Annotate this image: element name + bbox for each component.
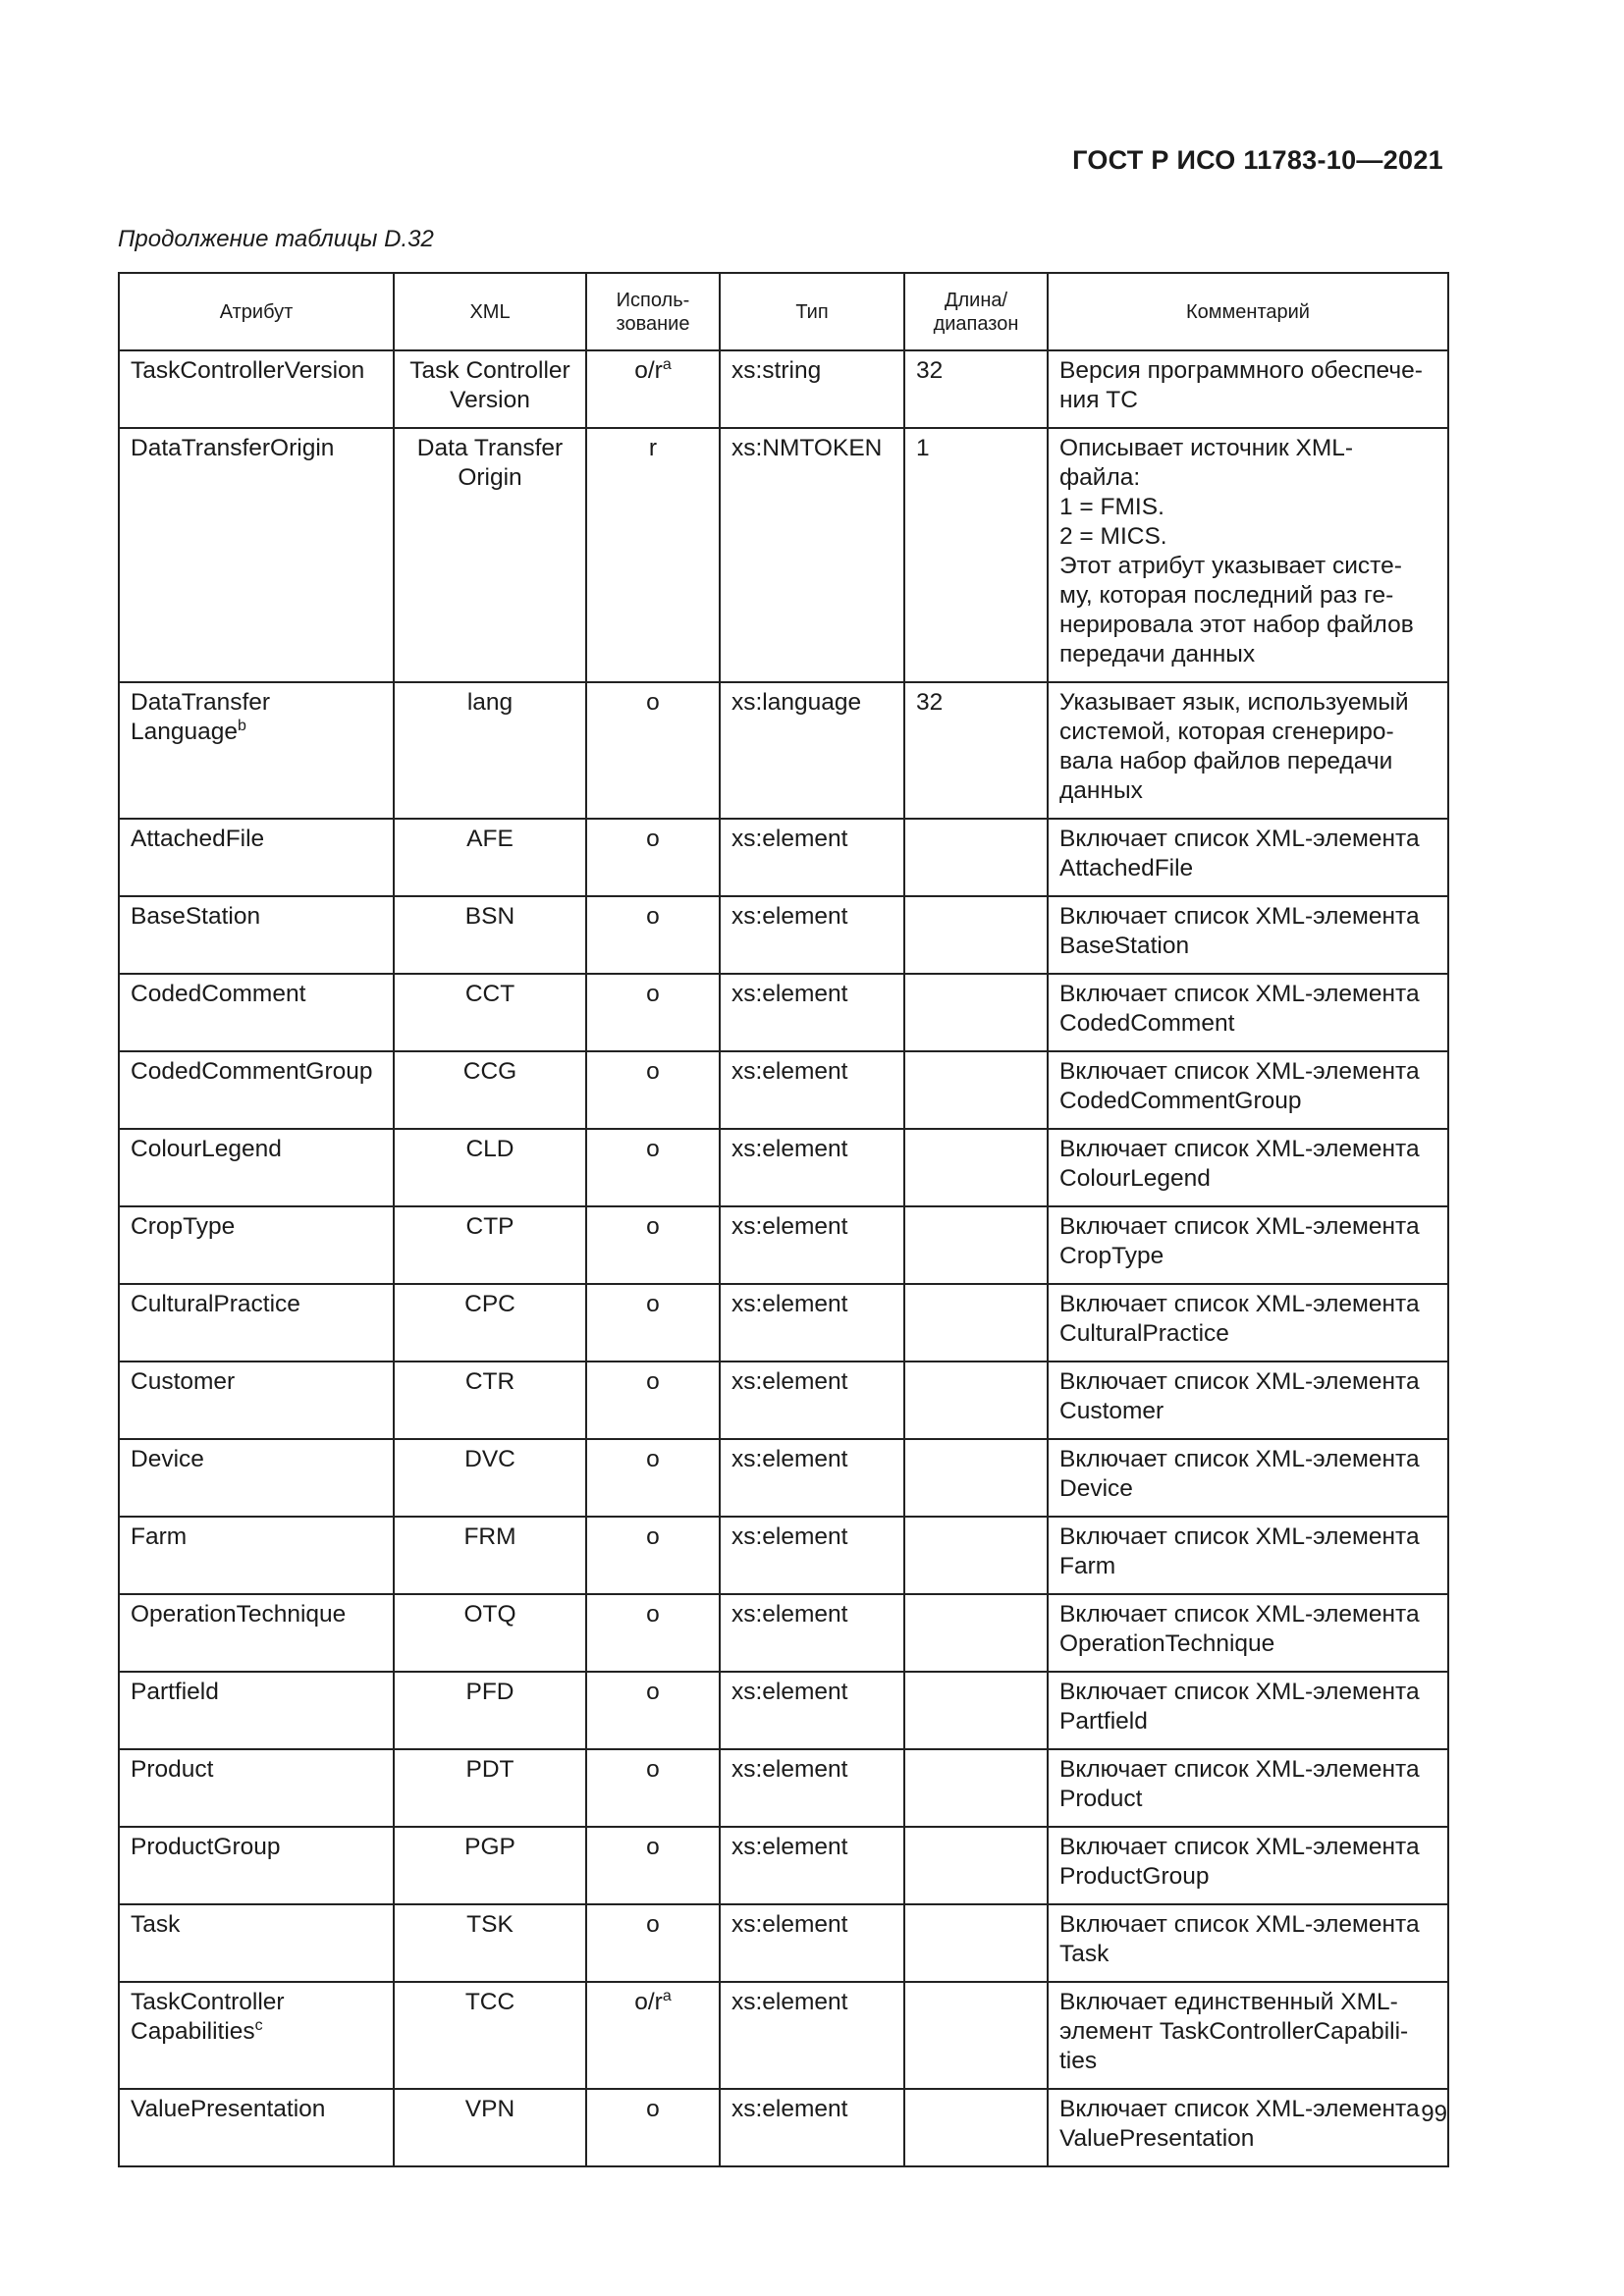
type-cell-text: xs:element xyxy=(731,1989,848,2015)
xml-cell-text: CCG xyxy=(462,1058,517,1085)
xml-cell xyxy=(394,1672,586,1749)
table-row xyxy=(119,1749,1448,1827)
usage-cell-text: o/r xyxy=(634,1989,663,2015)
comment-cell-text: Включает единственный XML- элемент TaskControllerCapabili- ties xyxy=(1059,1989,1409,2074)
length-cell xyxy=(904,1982,1048,2089)
comment-cell xyxy=(1048,350,1448,428)
comment-cell xyxy=(1048,896,1448,974)
column-header-type: Тип xyxy=(720,273,904,350)
comment-cell xyxy=(1048,428,1448,682)
column-header-comment: Комментарий xyxy=(1048,273,1448,350)
length-cell-text: 1 xyxy=(916,435,930,461)
attribute-cell-text: ValuePresentation xyxy=(131,2096,326,2122)
usage-cell xyxy=(586,1362,720,1439)
table-row xyxy=(119,1982,1448,2089)
usage-cell xyxy=(586,1827,720,1904)
comment-cell-text: Включает список XML-элемента Product xyxy=(1059,1756,1420,1812)
type-cell-text: xs:element xyxy=(731,1213,848,1240)
type-cell xyxy=(720,1904,904,1982)
type-cell-text: xs:element xyxy=(731,903,848,930)
length-cell xyxy=(904,1517,1048,1594)
usage-cell-text: o xyxy=(646,1523,660,1550)
xml-cell-text: PGP xyxy=(464,1834,515,1860)
usage-cell xyxy=(586,1051,720,1129)
xml-cell xyxy=(394,1594,586,1672)
attribute-cell-text: Task xyxy=(131,1911,181,1938)
attribute-cell-text: CulturalPractice xyxy=(131,1291,300,1317)
type-cell-text: xs:element xyxy=(731,1136,848,1162)
type-cell-text: xs:element xyxy=(731,1446,848,1472)
comment-cell-text: Включает список XML-элемента BaseStation xyxy=(1059,903,1420,959)
comment-cell xyxy=(1048,1517,1448,1594)
usage-cell xyxy=(586,974,720,1051)
table-row xyxy=(119,819,1448,896)
type-cell xyxy=(720,1594,904,1672)
table-row xyxy=(119,896,1448,974)
xml-cell xyxy=(394,1206,586,1284)
comment-cell xyxy=(1048,682,1448,819)
attribute-cell-text: TaskControllerVersion xyxy=(131,357,365,384)
table-row xyxy=(119,1904,1448,1982)
length-cell xyxy=(904,1749,1048,1827)
attribute-cell xyxy=(119,1362,394,1439)
type-cell xyxy=(720,1982,904,2089)
usage-cell xyxy=(586,1672,720,1749)
comment-cell xyxy=(1048,1982,1448,2089)
comment-cell xyxy=(1048,819,1448,896)
attribute-cell-text: Product xyxy=(131,1756,214,1783)
xml-cell-text: BSN xyxy=(464,903,515,930)
length-cell xyxy=(904,350,1048,428)
comment-cell-text: Описывает источник XML- файла: 1 = FMIS. 2 = MICS. Этот атрибут указывает систе- му, которая последний раз ге- нерировала этот набор файлов передачи данных xyxy=(1059,435,1414,667)
length-cell xyxy=(904,1827,1048,1904)
attribute-cell xyxy=(119,1672,394,1749)
length-cell xyxy=(904,2089,1048,2166)
xml-cell xyxy=(394,974,586,1051)
xml-cell-text: Task Controller Version xyxy=(409,357,570,413)
type-cell-text: xs:element xyxy=(731,1058,848,1085)
comment-cell xyxy=(1048,1749,1448,1827)
xml-cell xyxy=(394,2089,586,2166)
attribute-cell xyxy=(119,974,394,1051)
type-cell-text: xs:element xyxy=(731,1523,848,1550)
type-cell-text: xs:element xyxy=(731,1756,848,1783)
table-row xyxy=(119,1672,1448,1749)
type-cell-text: xs:element xyxy=(731,1679,848,1705)
type-cell xyxy=(720,428,904,682)
usage-cell-text: o xyxy=(646,689,660,716)
table-row xyxy=(119,1439,1448,1517)
attribute-cell xyxy=(119,1129,394,1206)
xml-cell-text: DVC xyxy=(464,1446,515,1472)
comment-cell-text: Включает список XML-элемента CulturalPractice xyxy=(1059,1291,1420,1347)
type-cell-text: xs:element xyxy=(731,1911,848,1938)
length-cell xyxy=(904,1672,1048,1749)
attribute-cell-text: BaseStation xyxy=(131,903,261,930)
attribute-cell-text: CodedCommentGroup xyxy=(131,1058,373,1085)
usage-cell-text: o xyxy=(646,1601,660,1628)
usage-cell-text: o xyxy=(646,1368,660,1395)
attribute-cell-text: DataTransferOrigin xyxy=(131,435,335,461)
type-cell-text: xs:element xyxy=(731,2096,848,2122)
xml-cell-text: OTQ xyxy=(463,1601,516,1628)
xml-cell xyxy=(394,1051,586,1129)
comment-cell xyxy=(1048,1206,1448,1284)
usage-cell-text: o xyxy=(646,1756,660,1783)
table-row xyxy=(119,1206,1448,1284)
attribute-cell xyxy=(119,1051,394,1129)
xml-cell-text: PDT xyxy=(465,1756,514,1783)
usage-cell xyxy=(586,428,720,682)
xml-cell xyxy=(394,819,586,896)
xml-cell-text: TCC xyxy=(464,1989,515,2015)
usage-cell xyxy=(586,1904,720,1982)
document-designation: ГОСТ Р ИСО 11783-10—2021 xyxy=(1072,145,1443,175)
attribute-cell xyxy=(119,819,394,896)
length-cell xyxy=(904,896,1048,974)
type-cell xyxy=(720,1517,904,1594)
comment-cell-text: Включает список XML-элемента ValuePresentation xyxy=(1059,2096,1420,2152)
table-row xyxy=(119,428,1448,682)
usage-cell xyxy=(586,819,720,896)
usage-cell-text: o xyxy=(646,903,660,930)
length-cell-text: 32 xyxy=(916,357,944,384)
xml-cell xyxy=(394,1284,586,1362)
comment-cell xyxy=(1048,1827,1448,1904)
usage-cell-text: o xyxy=(646,1213,660,1240)
attribute-cell-text: TaskController Capabilities xyxy=(131,1989,285,2045)
length-cell xyxy=(904,1594,1048,1672)
usage-cell-text: o/r xyxy=(634,357,663,384)
type-cell xyxy=(720,350,904,428)
usage-cell-text: o xyxy=(646,1679,660,1705)
length-cell xyxy=(904,1439,1048,1517)
attribute-cell-text: AttachedFile xyxy=(131,826,265,852)
xml-cell-text: CLD xyxy=(465,1136,514,1162)
type-cell-text: xs:element xyxy=(731,1368,848,1395)
comment-cell-text: Включает список XML-элемента Farm xyxy=(1059,1523,1420,1579)
xml-cell xyxy=(394,1439,586,1517)
comment-cell-text: Включает список XML-элемента CodedComment xyxy=(1059,981,1420,1037)
attribute-cell xyxy=(119,1827,394,1904)
usage-cell-text: o xyxy=(646,826,660,852)
length-cell-text: 32 xyxy=(916,689,944,716)
table-row xyxy=(119,682,1448,819)
comment-cell-text: Включает список XML-элемента Device xyxy=(1059,1446,1420,1502)
type-cell xyxy=(720,2089,904,2166)
attribute-cell xyxy=(119,428,394,682)
length-cell xyxy=(904,428,1048,682)
table-row xyxy=(119,1517,1448,1594)
usage-cell xyxy=(586,1129,720,1206)
comment-cell xyxy=(1048,1284,1448,1362)
usage-cell xyxy=(586,1517,720,1594)
usage-cell-text: o xyxy=(646,1058,660,1085)
comment-cell-text: Включает список XML-элемента Partfield xyxy=(1059,1679,1420,1735)
usage-cell xyxy=(586,896,720,974)
xml-cell-text: PFD xyxy=(465,1679,514,1705)
xml-cell-text: CCT xyxy=(464,981,515,1007)
length-cell xyxy=(904,1051,1048,1129)
attribute-cell xyxy=(119,1284,394,1362)
attribute-cell xyxy=(119,1749,394,1827)
attribute-cell-text: OperationTechnique xyxy=(131,1601,347,1628)
column-header-xml: XML xyxy=(394,273,586,350)
footnote-marker: a xyxy=(662,1988,672,2004)
xml-cell xyxy=(394,428,586,682)
column-header-usage: Исполь- зование xyxy=(586,273,720,350)
usage-cell-text: o xyxy=(646,1136,660,1162)
xml-cell xyxy=(394,682,586,819)
xml-cell xyxy=(394,1749,586,1827)
comment-cell xyxy=(1048,1439,1448,1517)
type-cell-text: xs:NMTOKEN xyxy=(731,435,883,461)
column-header-length: Длина/ диапазон xyxy=(904,273,1048,350)
comment-cell-text: Включает список XML-элемента OperationTechnique xyxy=(1059,1601,1420,1657)
table-row xyxy=(119,350,1448,428)
comment-cell xyxy=(1048,974,1448,1051)
usage-cell xyxy=(586,350,720,428)
attribute-cell-text: CodedComment xyxy=(131,981,306,1007)
xml-cell xyxy=(394,350,586,428)
xml-cell xyxy=(394,1517,586,1594)
table-row xyxy=(119,1284,1448,1362)
usage-cell-text: o xyxy=(646,1911,660,1938)
usage-cell xyxy=(586,1284,720,1362)
type-cell-text: xs:language xyxy=(731,689,862,716)
length-cell xyxy=(904,682,1048,819)
type-cell xyxy=(720,974,904,1051)
xml-cell-text: FRM xyxy=(463,1523,516,1550)
type-cell xyxy=(720,896,904,974)
xml-cell-text: lang xyxy=(466,689,514,716)
type-cell xyxy=(720,819,904,896)
usage-cell xyxy=(586,1206,720,1284)
table-row xyxy=(119,974,1448,1051)
attribute-cell-text: ProductGroup xyxy=(131,1834,281,1860)
footnote-marker: a xyxy=(662,356,672,373)
comment-cell xyxy=(1048,1362,1448,1439)
usage-cell-text: o xyxy=(646,1834,660,1860)
footnote-marker: c xyxy=(254,2017,263,2034)
attribute-cell-text: Partfield xyxy=(131,1679,219,1705)
length-cell xyxy=(904,1904,1048,1982)
length-cell xyxy=(904,974,1048,1051)
comment-cell-text: Включает список XML-элемента AttachedFile xyxy=(1059,826,1420,881)
attribute-cell-text: ColourLegend xyxy=(131,1136,282,1162)
comment-cell-text: Включает список XML-элемента CodedCommentGroup xyxy=(1059,1058,1420,1114)
attribute-cell xyxy=(119,350,394,428)
type-cell xyxy=(720,1362,904,1439)
type-cell-text: xs:element xyxy=(731,826,848,852)
usage-cell xyxy=(586,2089,720,2166)
page-number: 99 xyxy=(1421,2101,1447,2127)
length-cell xyxy=(904,1362,1048,1439)
table-header-row xyxy=(119,273,1448,350)
comment-cell-text: Включает список XML-элемента Customer xyxy=(1059,1368,1420,1424)
type-cell xyxy=(720,1439,904,1517)
type-cell xyxy=(720,682,904,819)
comment-cell-text: Указывает язык, используемый системой, которая сгенериро- вала набор файлов передачи данных xyxy=(1059,689,1409,804)
usage-cell-text: r xyxy=(648,435,658,461)
type-cell xyxy=(720,1051,904,1129)
attribute-cell xyxy=(119,1594,394,1672)
attribute-cell xyxy=(119,1517,394,1594)
table-caption: Продолжение таблицы D.32 xyxy=(118,226,434,252)
comment-cell-text: Включает список XML-элемента ColourLegend xyxy=(1059,1136,1420,1192)
xml-cell xyxy=(394,1827,586,1904)
xml-cell xyxy=(394,896,586,974)
usage-cell-text: o xyxy=(646,1291,660,1317)
table-row xyxy=(119,1594,1448,1672)
type-cell-text: xs:element xyxy=(731,1834,848,1860)
xml-cell-text: CTR xyxy=(464,1368,515,1395)
type-cell xyxy=(720,1284,904,1362)
type-cell xyxy=(720,1129,904,1206)
attribute-cell-text: CropType xyxy=(131,1213,236,1240)
length-cell xyxy=(904,1284,1048,1362)
attribute-cell xyxy=(119,1982,394,2089)
attributes-table xyxy=(118,272,1449,2167)
comment-cell xyxy=(1048,1594,1448,1672)
xml-cell-text: CPC xyxy=(464,1291,515,1317)
comment-cell-text: Включает список XML-элемента CropType xyxy=(1059,1213,1420,1269)
xml-cell-text: AFE xyxy=(466,826,514,852)
xml-cell xyxy=(394,1362,586,1439)
usage-cell-text: o xyxy=(646,1446,660,1472)
attribute-cell xyxy=(119,1439,394,1517)
comment-cell-text: Версия программного обеспече- ния ТС xyxy=(1059,357,1423,413)
table-row xyxy=(119,1129,1448,1206)
usage-cell xyxy=(586,1439,720,1517)
usage-cell xyxy=(586,682,720,819)
table-row xyxy=(119,1051,1448,1129)
xml-cell xyxy=(394,1129,586,1206)
table-row xyxy=(119,1362,1448,1439)
type-cell xyxy=(720,1827,904,1904)
table-row xyxy=(119,2089,1448,2166)
type-cell-text: xs:element xyxy=(731,1291,848,1317)
attribute-cell xyxy=(119,2089,394,2166)
column-header-attribute: Атрибут xyxy=(119,273,394,350)
usage-cell-text: o xyxy=(646,981,660,1007)
usage-cell xyxy=(586,1749,720,1827)
xml-cell-text: VPN xyxy=(464,2096,515,2122)
attribute-cell xyxy=(119,1206,394,1284)
type-cell-text: xs:element xyxy=(731,1601,848,1628)
attribute-cell-text: Farm xyxy=(131,1523,188,1550)
comment-cell xyxy=(1048,1904,1448,1982)
type-cell xyxy=(720,1672,904,1749)
comment-cell-text: Включает список XML-элемента ProductGroup xyxy=(1059,1834,1420,1890)
comment-cell xyxy=(1048,1672,1448,1749)
attribute-cell-text: DataTransfer Language xyxy=(131,689,271,745)
attribute-cell xyxy=(119,896,394,974)
length-cell xyxy=(904,819,1048,896)
comment-cell xyxy=(1048,1051,1448,1129)
length-cell xyxy=(904,1129,1048,1206)
usage-cell xyxy=(586,1982,720,2089)
type-cell-text: xs:string xyxy=(731,357,822,384)
attribute-cell-text: Device xyxy=(131,1446,204,1472)
xml-cell-text: TSK xyxy=(466,1911,514,1938)
comment-cell xyxy=(1048,1129,1448,1206)
xml-cell xyxy=(394,1982,586,2089)
table-body xyxy=(119,350,1448,2166)
xml-cell-text: Data Transfer Origin xyxy=(416,435,564,491)
usage-cell-text: o xyxy=(646,2096,660,2122)
table-row xyxy=(119,1827,1448,1904)
usage-cell xyxy=(586,1594,720,1672)
type-cell xyxy=(720,1749,904,1827)
attribute-cell xyxy=(119,682,394,819)
xml-cell xyxy=(394,1904,586,1982)
footnote-marker: b xyxy=(238,718,246,734)
type-cell-text: xs:element xyxy=(731,981,848,1007)
attribute-cell-text: Customer xyxy=(131,1368,236,1395)
comment-cell-text: Включает список XML-элемента Task xyxy=(1059,1911,1420,1967)
type-cell xyxy=(720,1206,904,1284)
length-cell xyxy=(904,1206,1048,1284)
attribute-cell xyxy=(119,1904,394,1982)
xml-cell-text: CTP xyxy=(465,1213,514,1240)
